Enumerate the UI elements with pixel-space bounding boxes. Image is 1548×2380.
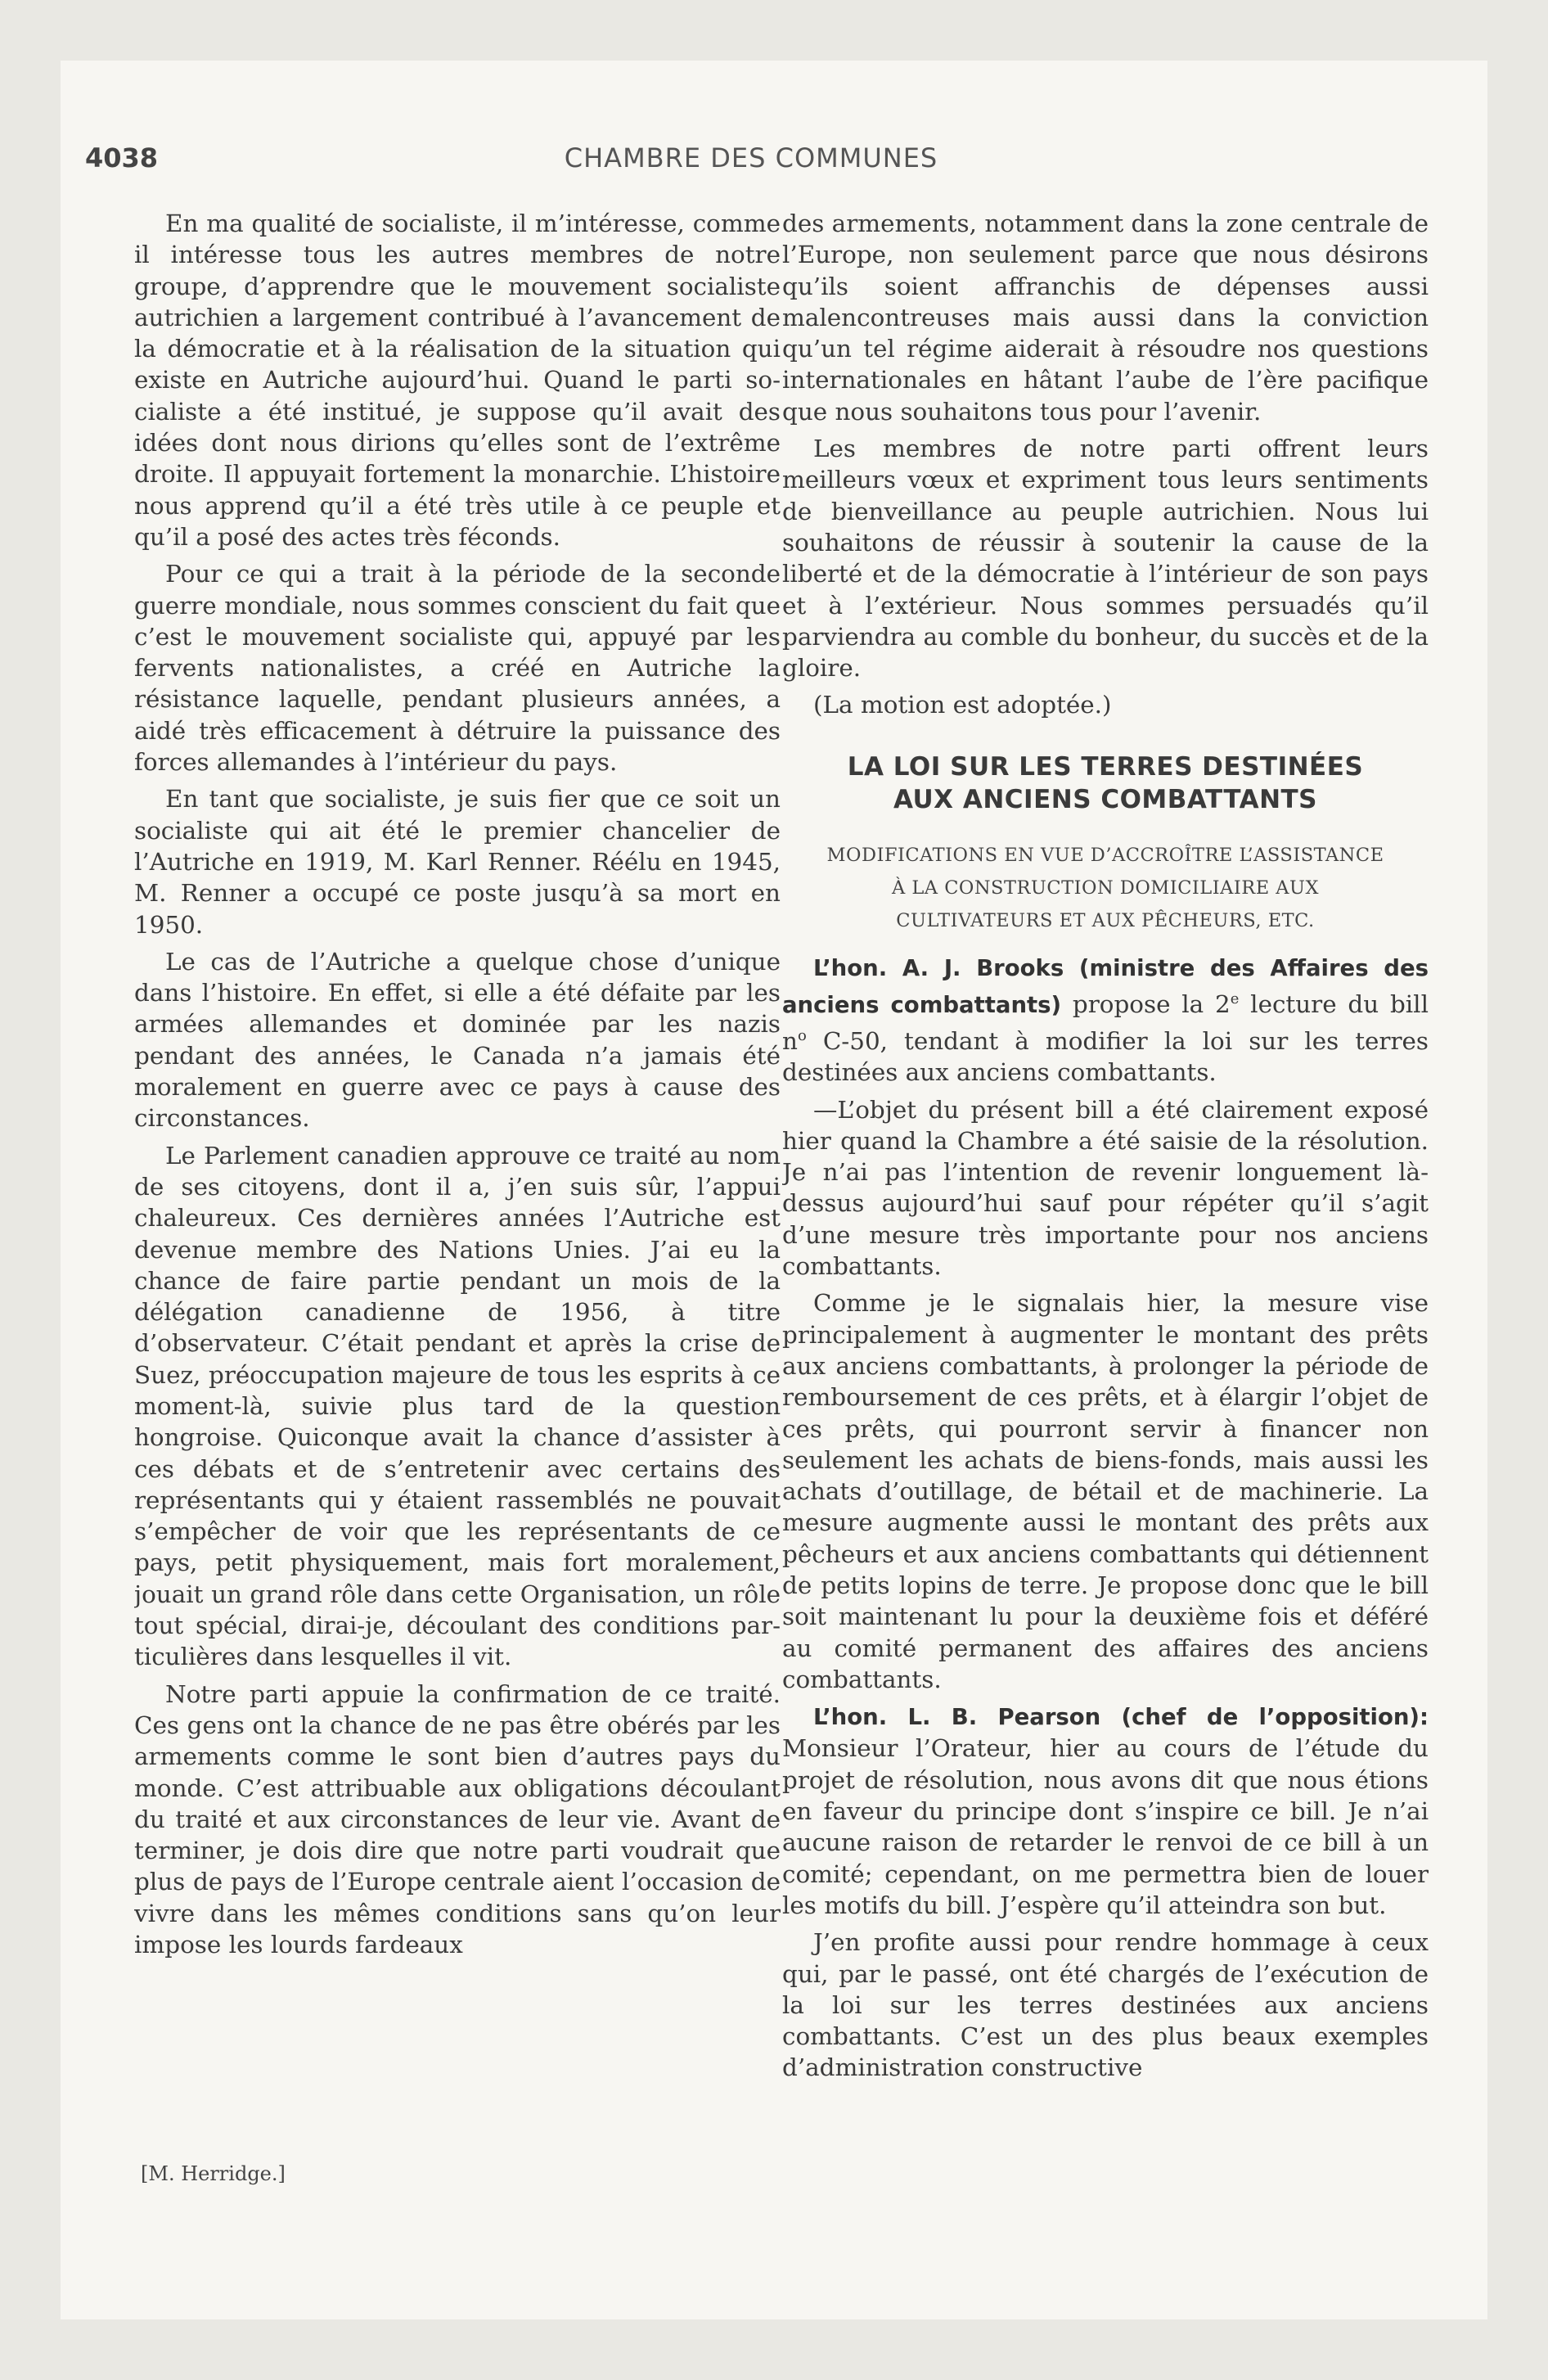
paragraph: Pour ce qui a trait à la période de la seconde guerre mondiale, nous sommes conscient du fait que c’est le mouvement socialiste qui, appuyé par les fervents nationalistes, a créé en Autriche la résistance laquelle, pendant plusieurs années, a aidé très efficacement à détruire la puissance des forces allemandes à l’intérieur du pays.: [134, 560, 781, 777]
paragraph: Comme je le signalais hier, la mesure vise principalement à augmenter le montant des prêts aux anciens combattants, à prolonger la période de remboursement de ces prêts, et à élargir l’objet de ces prêts, qui pourront servir à financer non seulement les achats de biens-fonds, mais aussi les achats d’outillage, de bétail et de machinerie. La mesure augmente aussi le montant des prêts aux pêcheurs et aux anciens combattants qui détiennent de petits lopins de terre. Je propose donc que le bill soit maintenant lu pour la deuxième fois et déféré au comité permanent des affaires des anciens combattants.: [782, 1289, 1429, 1693]
paragraph: Les membres de notre parti offrent leurs meilleurs vœux et expriment tous leurs sentiments de bienveillance au peuple autrichien. Nous lui souhaitons de réussir à soutenir la cause de la liberté et de la démocratie à l’intérieur de son pays et à l’extérieur. Nous sommes persuadés qu’il parviendra au comble du bonheur, du succès et de la gloire.: [782, 435, 1429, 683]
speaker-name: L’hon. L. B. Pearson (chef de l’opposition):: [813, 1704, 1429, 1731]
speech-pearson: [782, 1701, 1429, 1921]
speech-brooks: [782, 952, 1429, 1089]
paragraph: Le cas de l’Autriche a quelque chose d’unique dans l’histoire. En effet, si elle a été défaite par les armées allemandes et dominée par les nazis pendant des années, le Canada n’a jamais été moralement en guerre avec ce pays à cause des circonstances.: [134, 947, 781, 1133]
speech-text: C-50, tendant à modifier la loi sur les terres destinées aux anciens combattants.: [782, 1026, 1429, 1087]
section-title: [782, 751, 1429, 816]
speech-text: Monsieur l’Orateur, hier au cours de l’étude du projet de résolution, nous avons dit que nous étions en faveur du principe dont s’inspire ce bill. Je n’ai aucune raison de retarder le renvoi de ce bill à un comité; cependant, on me permettra bien de louer les motifs du bill. J’espère qu’il atteindra son but.: [782, 1734, 1429, 1919]
speech-text: lecture du bill n: [782, 989, 1429, 1055]
right-column: [782, 208, 1429, 2172]
paragraph: En ma qualité de socialiste, il m’intéresse, comme il intéresse tous les autres membres de notre groupe, d’apprendre que le mouvement socialiste autrichien a largement contribué à l’avancement de la démocratie et à la réalisation de la situation qui existe en Autriche aujourd’hui. Quand le parti socialiste a été institué, je suppose qu’il avait des idées dont nous dirions qu’elles sont de l’extrême droite. Il appuyait fortement la monarchie. L’histoire nous apprend qu’il a été très utile à ce peuple et qu’il a posé des actes très féconds.: [134, 210, 781, 551]
section-subtitle-line: À LA CONSTRUCTION DOMICILIAIRE AUX: [891, 877, 1320, 899]
speaker-name: L’hon. A. J. Brooks (ministre des Affaires des anciens combattants): [782, 954, 1429, 1018]
paragraph: En tant que socialiste, je suis fier que ce soit un socialiste qui ait été le premier chancelier de l’Autriche en 1919, M. Karl Renner. Réélu en 1945, M. Renner a occupé ce poste jusqu’à sa mort en 1950.: [134, 785, 781, 939]
speech-text: propose la 2: [1061, 989, 1231, 1018]
paragraph: —L’objet du présent bill a été clairement exposé hier quand la Chambre a été saisie de la résolution. Je n’ai pas l’intention de revenir longuement là-dessus aujourd’hui sauf pour répéter qu’il s’agit d’une mesure très importante pour nos anciens combattants.: [782, 1095, 1429, 1281]
section-subtitle-line: MODIFICATIONS EN VUE D’ACCROÎTRE L’ASSISTANCE: [826, 844, 1384, 866]
paragraph-continued: des armements, notamment dans la zone centrale de l’Europe, non seulement parce que nous désirons qu’ils soient affranchis de dépenses aussi malencontreuses mais aussi dans la conviction qu’un tel régime aiderait à résoudre nos questions internationales en hâtant l’aube de l’ère pacifique que nous souhaitons tous pour l’avenir.: [782, 210, 1429, 426]
left-column: [134, 208, 781, 2172]
paragraph: Notre parti appuie la confirmation de ce traité. Ces gens ont la chance de ne pas être obérés par les armements comme le sont bien d’autres pays du monde. C’est attribuable aux obligations découlant du traité et aux circonstances de leur vie. Avant de terminer, je dois dire que notre parti voudrait que plus de pays de l’Europe centrale aient l’occasion de vivre dans les mêmes conditions sans qu’on leur impose les lourds fardeaux: [134, 1679, 781, 1959]
superscript: o: [797, 1027, 807, 1045]
page-header: [85, 142, 1417, 183]
section-title-line: LA LOI SUR LES TERRES DESTINÉES: [847, 751, 1364, 782]
speaker-attribution: [M. Herridge.]: [141, 2162, 286, 2185]
page-number: 4038: [85, 142, 159, 174]
section-subtitle-line: CULTIVATEURS ET AUX PÊCHEURS, ETC.: [896, 909, 1315, 931]
paragraph: J’en profite aussi pour rendre hommage à ceux qui, par le passé, ont été chargés de l’exécution de la loi sur les terres destinées aux anciens combattants. C’est un des plus beaux exemples d’administration constructive: [782, 1928, 1429, 2082]
page-sheet: [61, 61, 1487, 2319]
superscript: e: [1230, 990, 1240, 1008]
running-title: CHAMBRE DES COMMUNES: [564, 142, 938, 174]
section-subtitle: [782, 839, 1429, 937]
motion-adopted: (La motion est adoptée.): [813, 691, 1112, 719]
section-title-line: AUX ANCIENS COMBATTANTS: [893, 784, 1318, 814]
paragraph: Le Parlement canadien approuve ce traité au nom de ses citoyens, dont il a, j’en suis sûr, l’appui chaleureux. Ces dernières années l’Autriche est devenue membre des Nations Unies. J’ai eu la chance de faire partie pendant un mois de la délégation canadienne de 1956, à titre d’observateur. C’était pendant et après la crise de Suez, préoccupation majeure de tous les esprits à ce moment-là, suivie plus tard de la question hongroise. Quiconque avait la chance d’assister à ces débats et de s’entretenir avec certains des représentants qui y étaient rassemblés ne pouvait s’empêcher de voir que les représentants de ce pays, petit physiquement, mais fort moralement, jouait un grand rôle dans cette Organisation, un rôle tout spécial, dirai-je, découlant des conditions particulières dans lesquelles il vit.: [134, 1141, 781, 1671]
